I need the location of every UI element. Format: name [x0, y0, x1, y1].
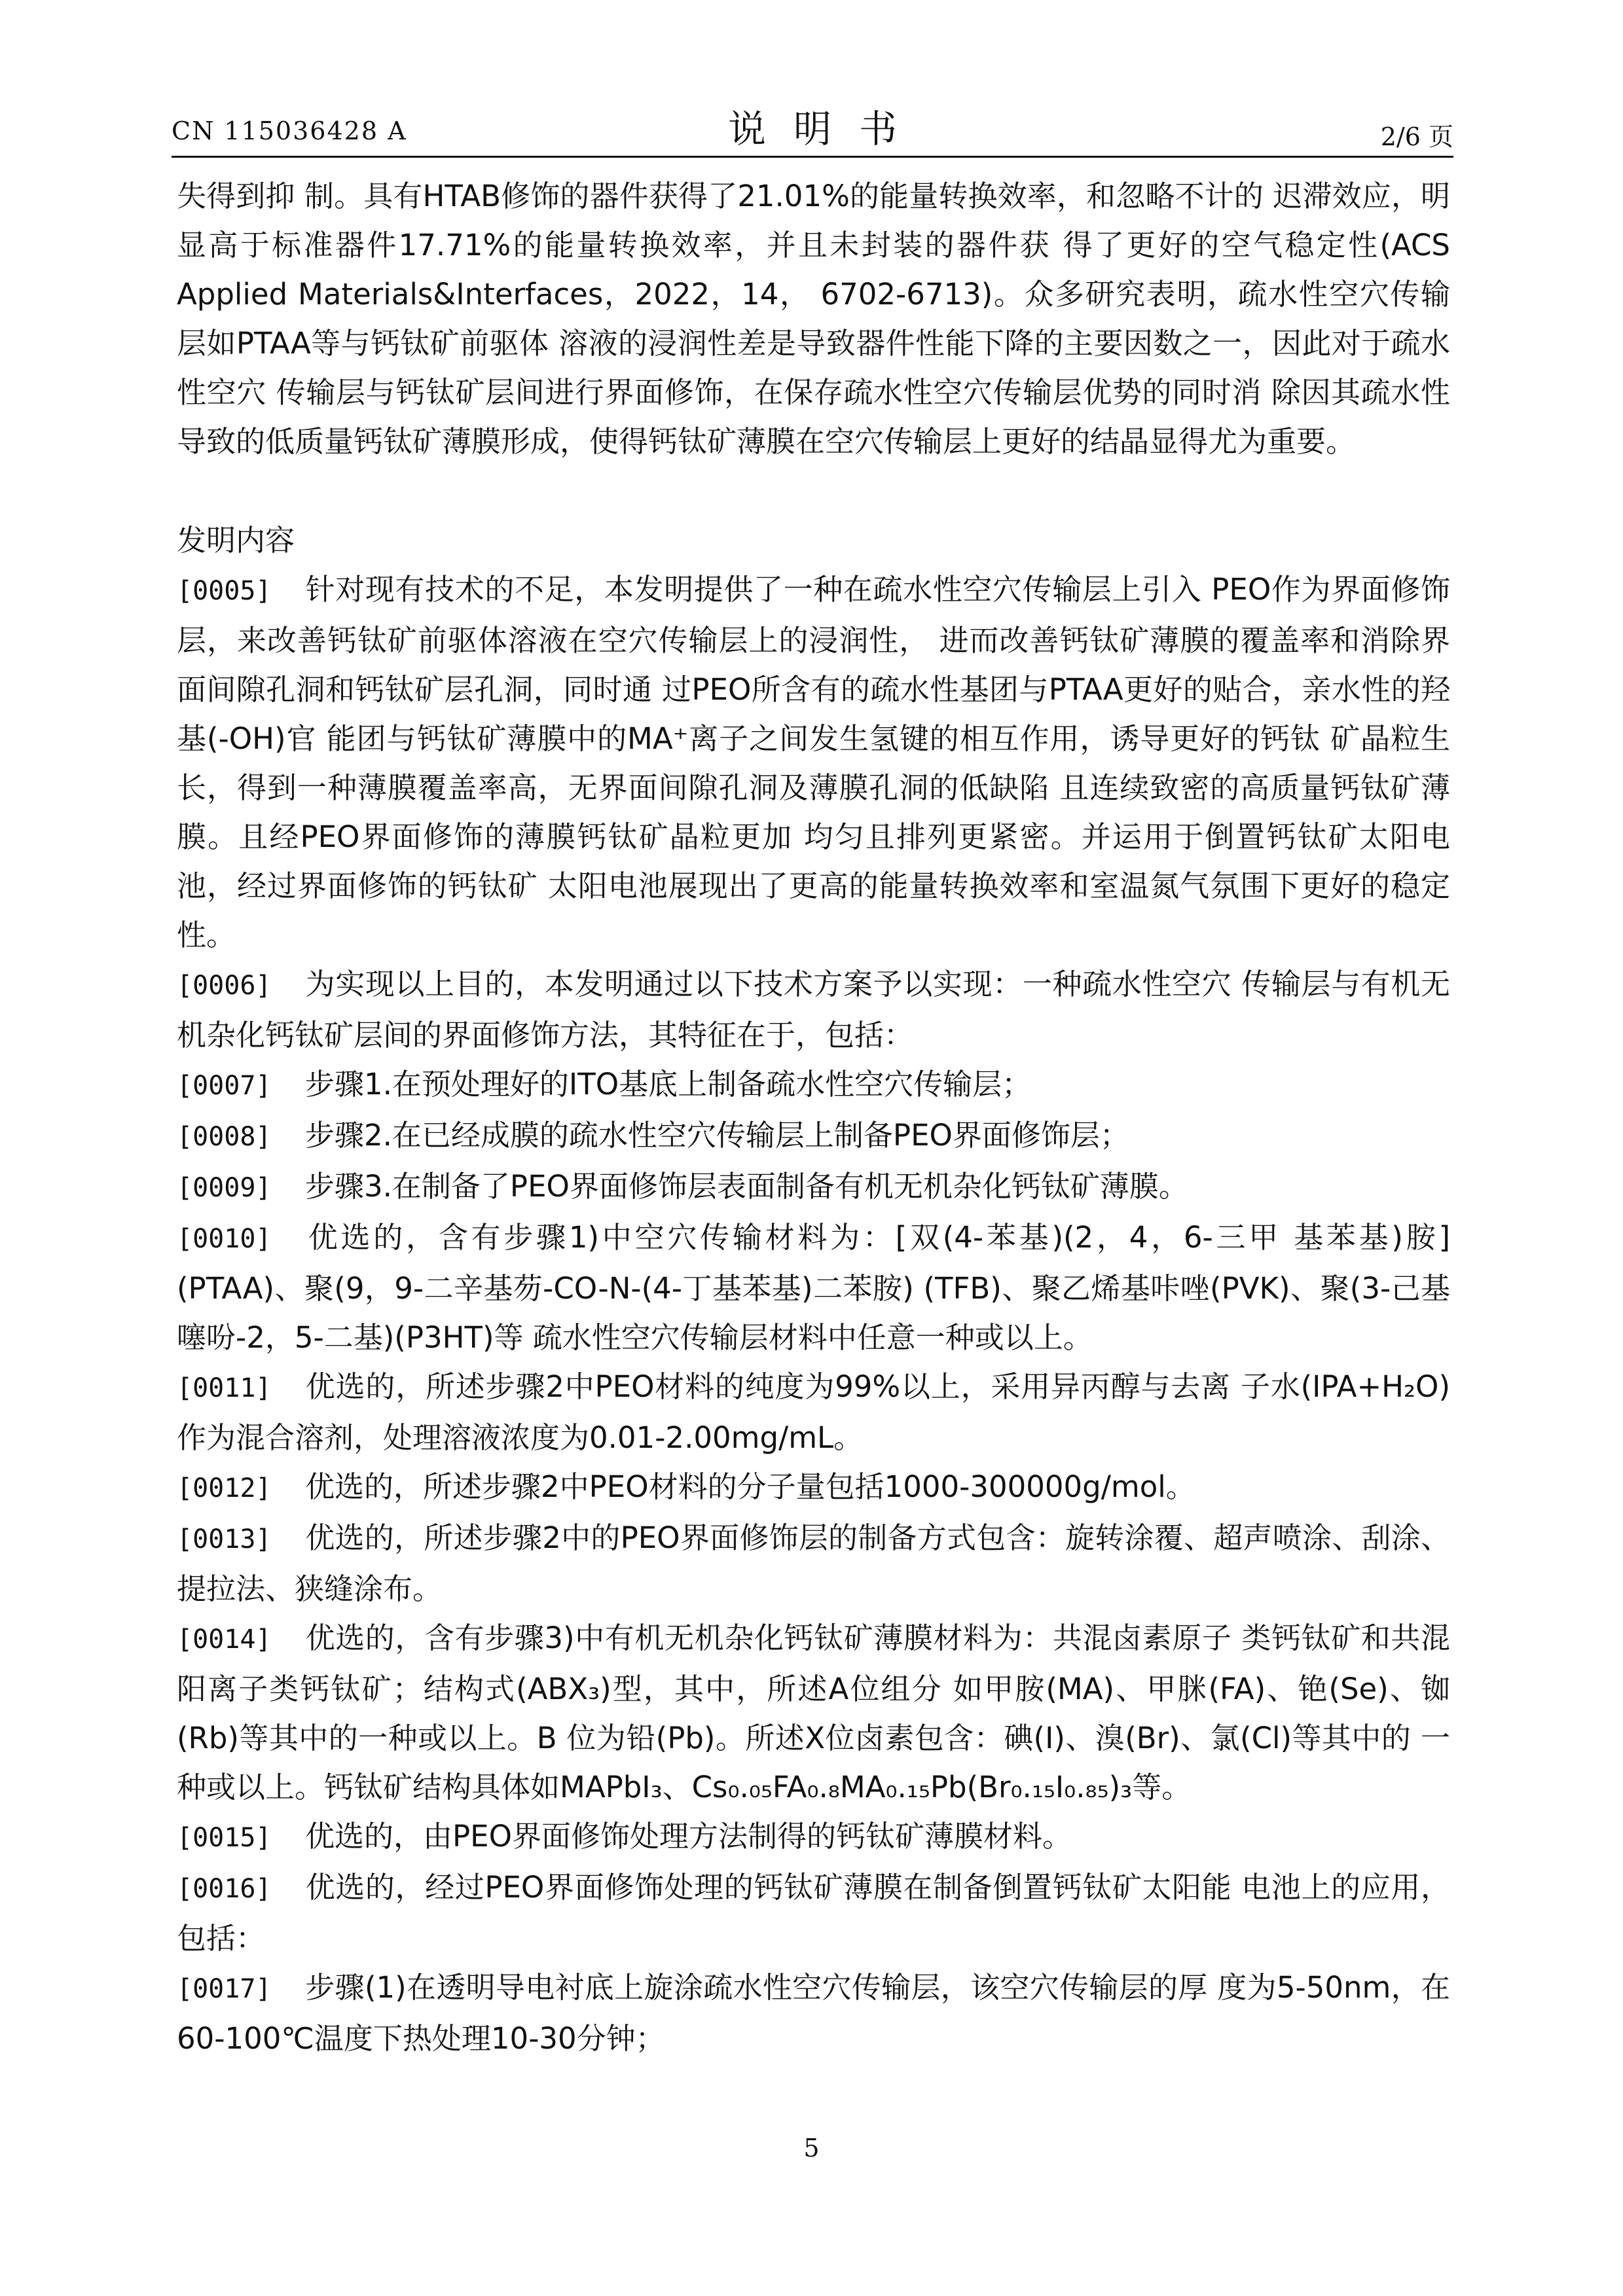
paragraph-text: 优选的，由PEO界面修饰处理方法制得的钙钛矿薄膜材料。 [305, 1819, 1072, 1854]
paragraph-number: [0006] [177, 971, 272, 1001]
document-body [177, 171, 1450, 2063]
paragraph-text: 步骤3.在制备了PEO界面修饰层表面制备有机无机杂化钙钛矿薄膜。 [305, 1169, 1188, 1204]
section-heading: 发明内容 [177, 523, 295, 558]
paragraph-0017 [177, 1963, 1450, 2063]
paragraph-number: [0005] [177, 576, 272, 606]
page-number: 5 [803, 2134, 820, 2162]
paragraph-text: 步骤1.在预处理好的ITO基底上制备疏水性空穴传输层； [305, 1067, 1032, 1102]
paragraph-text: 优选的，含有步骤1)中空穴传输材料为：[双(4-苯基)(2，4，6-三甲 基苯基)胺](PTAA)、聚(9，9-二辛基芴-CO-N-(4-丁基苯基)二苯胺) (TFB)、聚乙烯基咔唑(PVK)、聚(3-己基噻吩-2，5-二基)(P3HT)等 疏水性空穴传输层材料中任意一种或以上。 [177, 1220, 1450, 1355]
paragraph-0008 [177, 1111, 1450, 1162]
paragraph-0007 [177, 1060, 1450, 1111]
paragraph-0013 [177, 1513, 1450, 1613]
paragraph-text: 优选的，经过PEO界面修饰处理的钙钛矿薄膜在制备倒置钙钛矿太阳能 电池上的应用，包括： [177, 1870, 1450, 1956]
paragraph-0009 [177, 1162, 1450, 1213]
page-indicator: 2/6 页 [1380, 122, 1453, 151]
publication-number: CN 115036428 A [172, 117, 407, 145]
document-title: 说明书 [727, 107, 924, 151]
paragraph-number: [0013] [177, 1524, 272, 1554]
paragraph-number: [0014] [177, 1624, 272, 1655]
paragraph-number: [0016] [177, 1874, 272, 1904]
paragraph-text: 优选的，所述步骤2中的PEO界面修饰层的制备方式包含：旋转涂覆、超声喷涂、刮涂、提拉法、狭缝涂布。 [177, 1520, 1450, 1606]
paragraph-number: [0007] [177, 1071, 272, 1101]
paragraph-0010 [177, 1213, 1450, 1362]
intro-paragraph: 失得到抑 制。具有HTAB修饰的器件获得了21.01%的能量转换效率，和忽略不计的 迟滞效应，明显高于标准器件17.71%的能量转换效率，并且未封装的器件获 得了更好的空气稳定性(ACS Applied Materials&Interfaces，2022，14， 6702-6713)。众多研究表明，疏水性空穴传输层如PTAA等与钙钛矿前驱体 溶液的浸润性差是导致器件性能下降的主要因数之一，因此对于疏水性空穴 传输层与钙钛矿层间进行界面修饰，在保存疏水性空穴传输层优势的同时消 除因其疏水性导致的低质量钙钛矿薄膜形成，使得钙钛矿薄膜在空穴传输层上更好的结晶显得尤为重要。 [177, 179, 1450, 459]
paragraph-number: [0015] [177, 1823, 272, 1853]
paragraph-0011 [177, 1362, 1450, 1462]
paragraph-0006 [177, 960, 1450, 1060]
paragraph-text: 步骤(1)在透明导电衬底上旋涂疏水性空穴传输层，该空穴传输层的厚 度为5-50nm，在60-100℃温度下热处理10-30分钟； [177, 1970, 1450, 2056]
paragraph-number: [0008] [177, 1122, 272, 1152]
paragraph-0005 [177, 565, 1450, 960]
paragraph-0014 [177, 1613, 1450, 1812]
paragraph-text: 为实现以上目的，本发明通过以下技术方案予以实现：一种疏水性空穴 传输层与有机无机杂化钙钛矿层间的界面修饰方法，其特征在于，包括： [177, 967, 1450, 1052]
paragraph-0016 [177, 1863, 1450, 1963]
paragraph-0012 [177, 1462, 1450, 1513]
paragraph-0015 [177, 1812, 1450, 1863]
paragraph-text: 优选的，含有步骤3)中有机无机杂化钙钛矿薄膜材料为：共混卤素原子 类钙钛矿和共混阳离子类钙钛矿；结构式(ABX₃)型，其中，所述A位组分 如甲胺(MA)、甲脒(FA)、铯(Se)、铷(Rb)等其中的一种或以上。B 位为铅(Pb)。所述X位卤素包含：碘(I)、溴(Br)、氯(Cl)等其中的 一种或以上。钙钛矿结构具体如MAPbI₃、Cs₀.₀₅FA₀.₈MA₀.₁₅Pb(Br₀.₁₅I₀.₈₅)₃等。 [177, 1621, 1450, 1804]
paragraph-number: [0010] [177, 1224, 272, 1254]
paragraph-text: 针对现有技术的不足，本发明提供了一种在疏水性空穴传输层上引入 PEO作为界面修饰层，来改善钙钛矿前驱体溶液在空穴传输层上的浸润性， 进而改善钙钛矿薄膜的覆盖率和消除界面间隙孔洞和钙钛矿层孔洞，同时通 过PEO所含有的疏水性基团与PTAA更好的贴合，亲水性的羟基(-OH)官 能团与钙钛矿薄膜中的MA⁺离子之间发生氢键的相互作用，诱导更好的钙钛 矿晶粒生长，得到一种薄膜覆盖率高，无界面间隙孔洞及薄膜孔洞的低缺陷 且连续致密的高质量钙钛矿薄膜。且经PEO界面修饰的薄膜钙钛矿晶粒更加 均匀且排列更紧密。并运用于倒置钙钛矿太阳电池，经过界面修饰的钙钛矿 太阳电池展现出了更高的能量转换效率和室温氮气氛围下更好的稳定性。 [177, 572, 1450, 952]
paragraph-number: [0017] [177, 1974, 272, 2004]
paragraph-number: [0009] [177, 1173, 272, 1203]
header-rule [172, 156, 1453, 158]
paragraph-text: 优选的，所述步骤2中PEO材料的分子量包括1000-300000g/mol。 [305, 1469, 1195, 1504]
paragraph-text: 步骤2.在已经成膜的疏水性空穴传输层上制备PEO界面修饰层； [305, 1118, 1129, 1153]
paragraph-number: [0011] [177, 1373, 272, 1403]
paragraph-text: 优选的，所述步骤2中PEO材料的纯度为99%以上，采用异丙醇与去离 子水(IPA+H₂O)作为混合溶剂，处理溶液浓度为0.01-2.00mg/mL。 [177, 1369, 1450, 1455]
page-header [172, 97, 1453, 153]
paragraph-number: [0012] [177, 1473, 272, 1503]
